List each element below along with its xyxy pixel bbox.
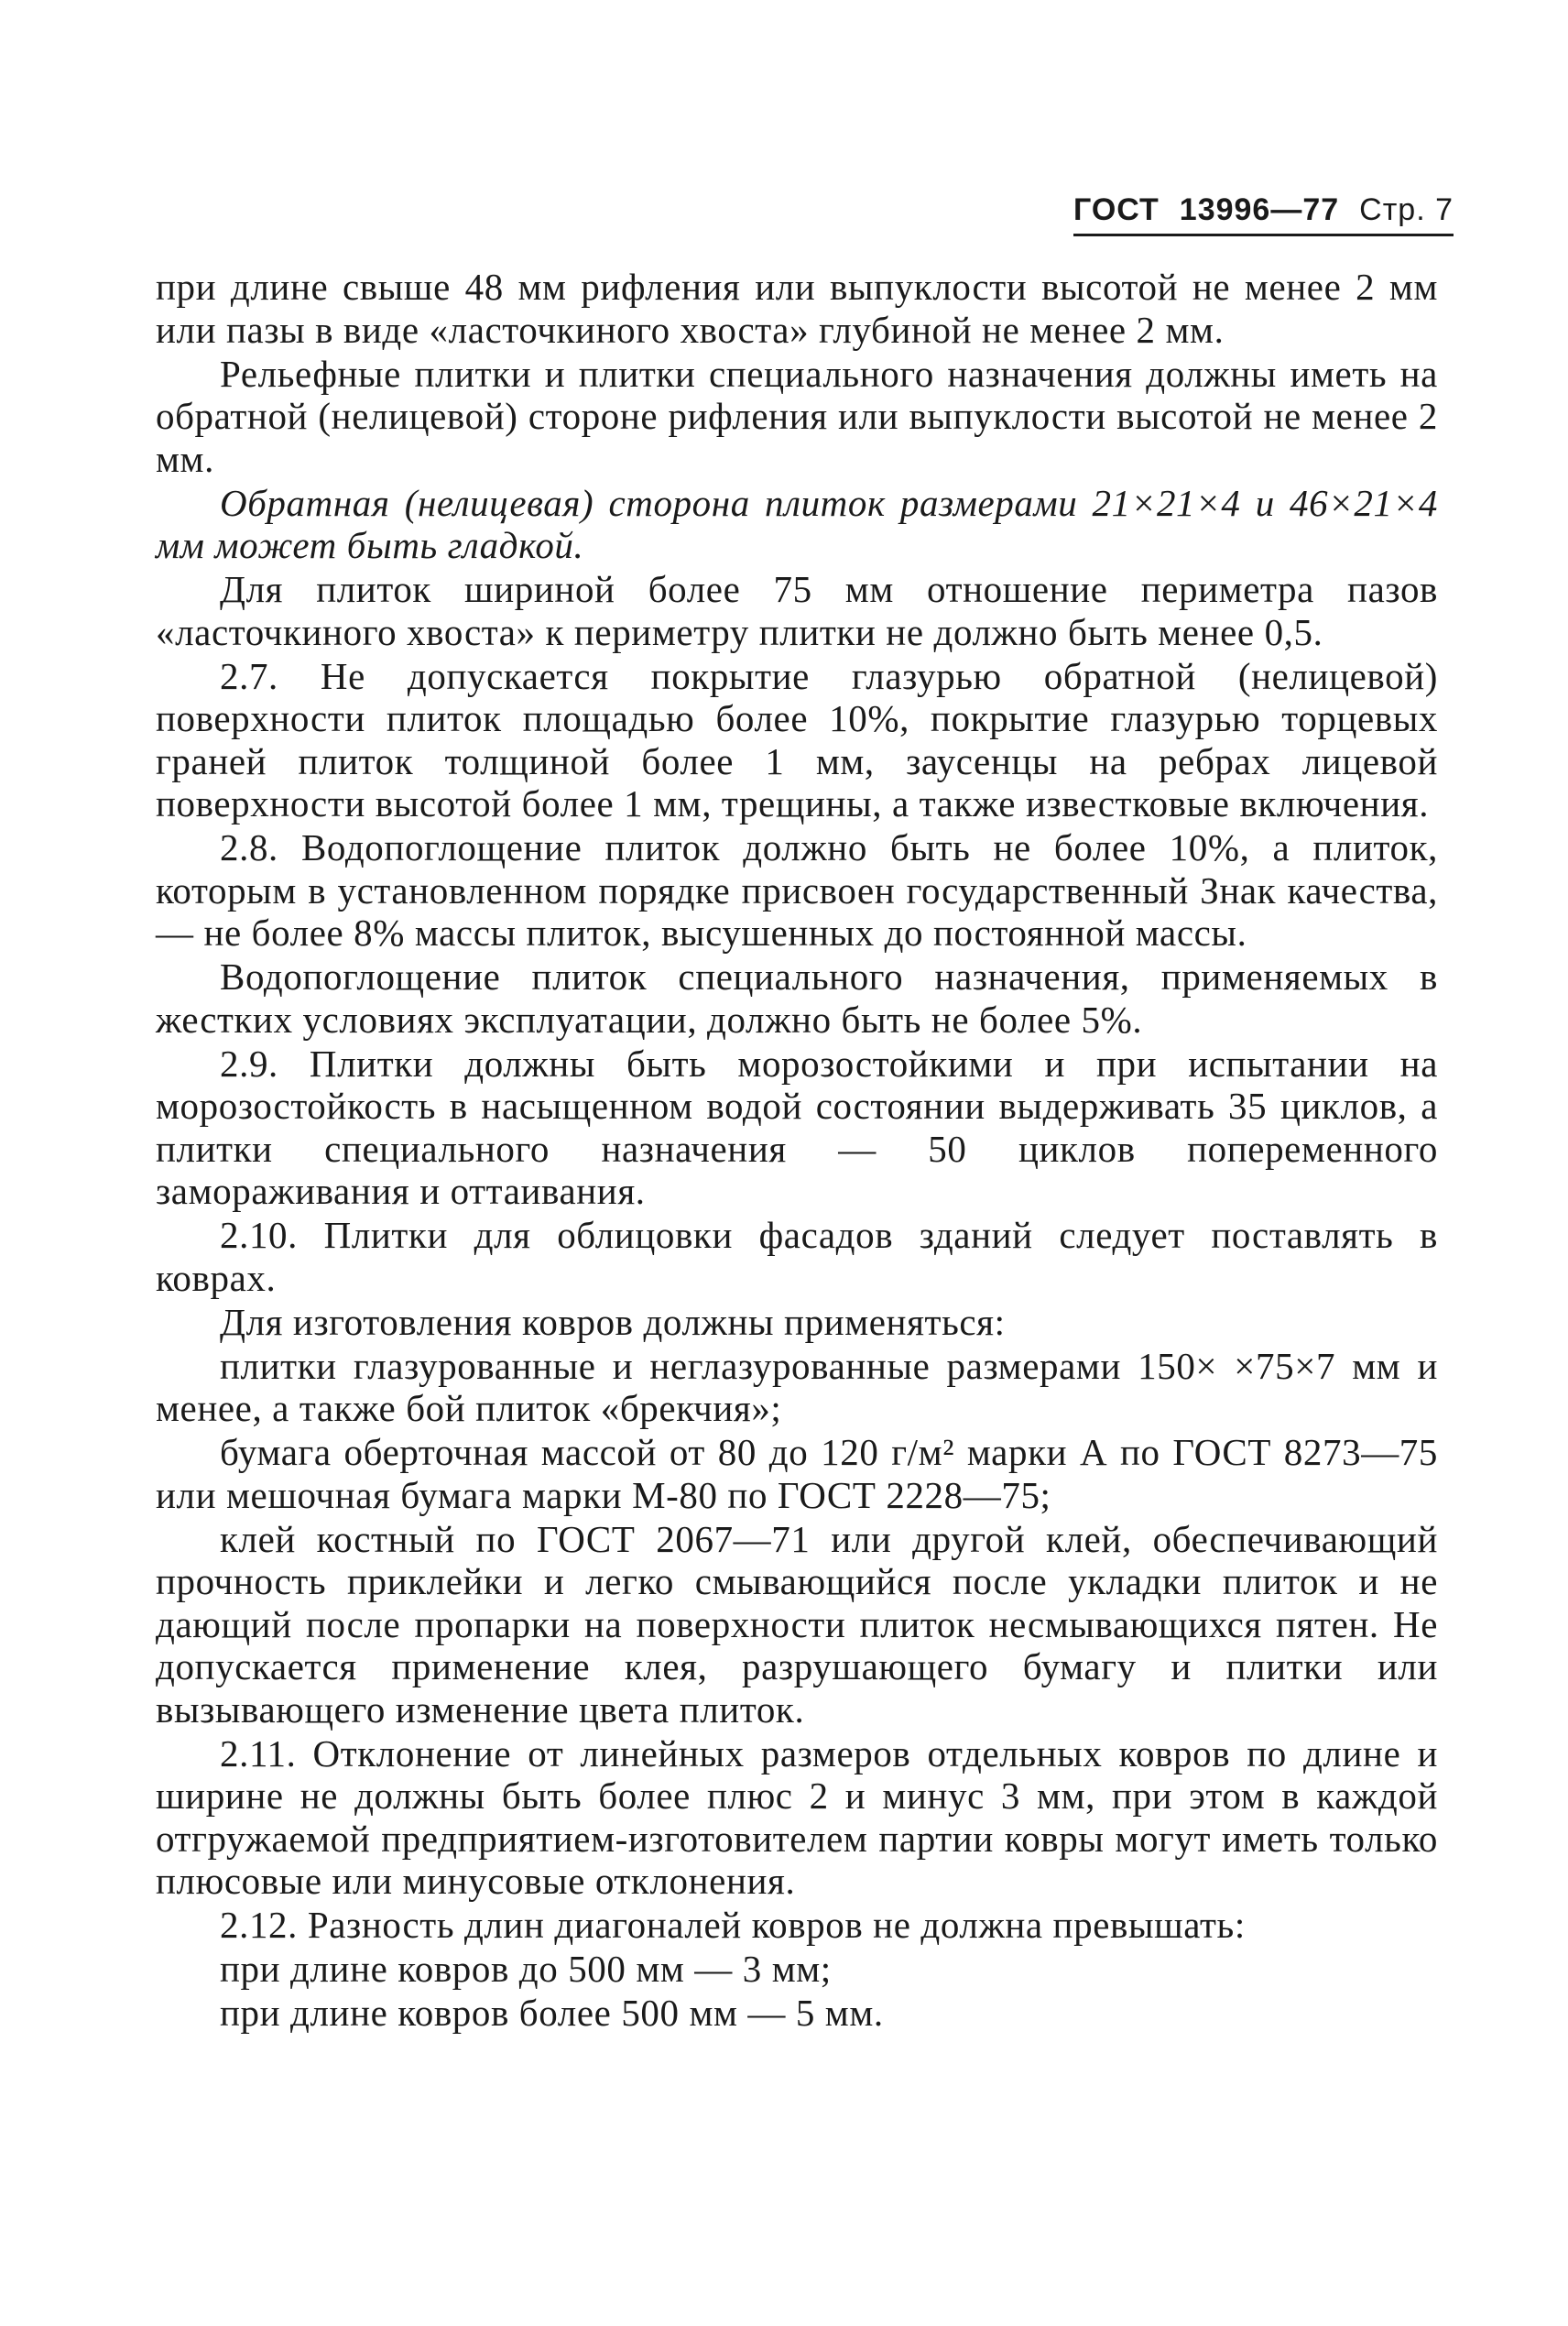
standard-label: ГОСТ: [1073, 192, 1160, 227]
body-text: [156, 266, 1438, 2036]
paragraph-continuation: при длине свыше 48 мм рифления или выпуклости высотой не менее 2 мм или пазы в виде «ласточкиного хвоста» глубиной не менее 2 мм.: [156, 266, 1438, 351]
page-number: Стр. 7: [1359, 192, 1454, 227]
clause-2-9: 2.9. Плитки должны быть морозостойкими и при испытании на морозостойкость в насыщенном водой состоянии выдерживать 35 циклов, а плитки специального назначения — 50 циклов попеременного замораживания и оттаивания.: [156, 1042, 1438, 1212]
paragraph-carpet-materials-intro: Для изготовления ковров должны применяться:: [220, 1300, 1006, 1343]
list-item-tiles: плитки глазурованные и неглазурованные размерами 150× ×75×7 мм и менее, а также бой плиток «брекчия»;: [156, 1344, 1438, 1429]
clause-2-8: 2.8. Водопоглощение плиток должно быть не более 10%, а плиток, которым в установленном порядке присвоен государственный Знак качества, — не более 8% массы плиток, высушенных до постоянной массы.: [156, 826, 1438, 954]
diagonal-rule-short: при длине ковров до 500 мм — 3 мм;: [220, 1948, 832, 1990]
diagonal-rule-long: при длине ковров более 500 мм — 5 мм.: [220, 1992, 884, 2034]
clause-2-12: 2.12. Разность длин диагоналей ковров не должна превышать:: [220, 1904, 1246, 1946]
page-header: [1073, 192, 1454, 236]
clause-2-7: 2.7. Не допускается покрытие глазурью обратной (нелицевой) поверхности плиток площадью более 10%, покрытие глазурью торцевых граней плиток толщиной более 1 мм, заусенцы на ребрах лицевой поверхности высотой более 1 мм, трещины, а также известковые включения.: [156, 654, 1438, 824]
paragraph-relief-tiles: Рельефные плитки и плитки специального назначения должны иметь на обратной (нелицевой) стороне рифления или выпуклости высотой не менее 2 мм.: [156, 352, 1438, 480]
paragraph-dovetail-ratio: Для плиток шириной более 75 мм отношение периметра пазов «ласточкиного хвоста» к периметру плитки не должно быть менее 0,5.: [156, 568, 1438, 653]
list-item-glue: клей костный по ГОСТ 2067—71 или другой клей, обеспечивающий прочность приклейки и легко смывающийся после укладки плиток и не дающий после пропарки на поверхности плиток несмывающихся пятен. Не допускается применение клея, разрушающего бумагу и плитки или вызывающего изменение цвета плиток.: [156, 1517, 1438, 1731]
paragraph-special-water-absorption: Водопоглощение плиток специального назначения, применяемых в жестких условиях эксплуатации, должно быть не более 5%.: [156, 956, 1438, 1041]
list-item-paper: бумага оберточная массой от 80 до 120 г/м² марки А по ГОСТ 8273—75 или мешочная бумага марки М-80 по ГОСТ 2228—75;: [156, 1431, 1438, 1516]
standard-number: 13996—77: [1179, 192, 1340, 227]
clause-2-10: 2.10. Плитки для облицовки фасадов зданий следует поставлять в коврах.: [156, 1214, 1438, 1299]
paragraph-back-side: Обратная (нелицевая) сторона плиток размерами 21×21×4 и 46×21×4 мм может быть гладкой.: [156, 481, 1438, 566]
clause-2-11: 2.11. Отклонение от линейных размеров отдельных ковров по длине и ширине не должны быть более плюс 2 и минус 3 мм, при этом в каждой отгружаемой предприятием-изготовителем партии ковры могут иметь только плюсовые или минусовые отклонения.: [156, 1731, 1438, 1902]
